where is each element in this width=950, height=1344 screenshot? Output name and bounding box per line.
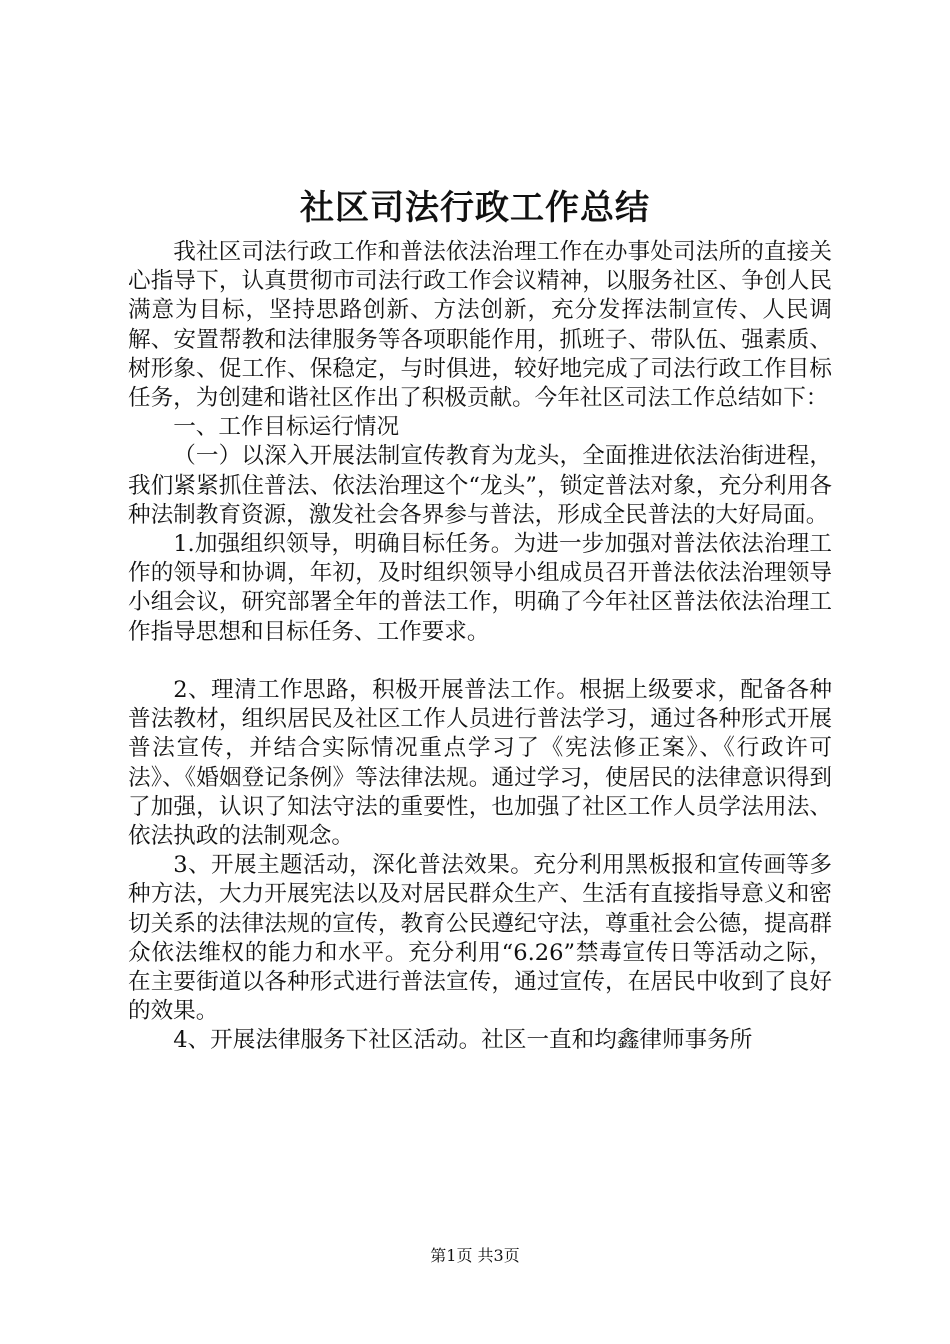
page-footer: 第1页 共3页 — [430, 1246, 520, 1265]
paragraph-item-3: 3、开展主题活动，深化普法效果。充分利用黑板报和宣传画等多种方法，大力开展宪法以及对居民群众生产、生活有直接指导意义和密切关系的法律法规的宣传，教育公民遵纪守法，尊重社会公德，提高群众依法维权的能力和水平。充分利用“6.26”禁毒宣传日等活动之际，在主要街道以各种形式进行普法宣传，通过宣传，在居民中收到了良好的效果。 — [128, 852, 832, 1025]
paragraph-item-1: 1.加强组织领导，明确目标任务。为进一步加强对普法依法治理工作的领导和协调，年初，及时组织领导小组成员召开普法依法治理领导小组会议，研究部署全年的普法工作，明确了今年社区普法依法治理工作指导思想和目标任务、工作要求。 — [128, 531, 832, 645]
paragraph-item-2: 2、理清工作思路，积极开展普法工作。根据上级要求，配备各种普法教材，组织居民及社区工作人员进行普法学习，通过各种形式开展普法宣传，并结合实际情况重点学习了《宪法修正案》、《行政许可法》、《婚姻登记条例》等法律法规。通过学习，使居民的法律意识得到了加强，认识了知法守法的重要性，也加强了社区工作人员学法用法、依法执政的法制观念。 — [128, 677, 832, 850]
paragraph-item-4: 4、开展法律服务下社区活动。社区一直和均鑫律师事务所 — [173, 1027, 753, 1054]
section-heading: 一、工作目标运行情况 — [173, 414, 400, 441]
paragraph-intro: 我社区司法行政工作和普法依法治理工作在办事处司法所的直接关心指导下，认真贯彻市司法行政工作会议精神，以服务社区、争创人民满意为目标，坚持思路创新、方法创新，充分发挥法制宣传、人民调解、安置帮教和法律服务等各项职能作用，抓班子、带队伍、强素质、树形象、促工作、保稳定，与时俱进，较好地完成了司法行政工作目标任务，为创建和谐社区作出了积极贡献。今年社区司法工作总结如下： — [128, 239, 832, 412]
paragraph-subsection-1: （一）以深入开展法制宣传教育为龙头，全面推进依法治街进程，我们紧紧抓住普法、依法治理这个“龙头”，锁定普法对象，充分利用各种法制教育资源，激发社会各界参与普法，形成全民普法的大好局面。 — [128, 443, 832, 528]
document-body — [128, 238, 832, 1056]
page-title: 社区司法行政工作总结 — [300, 188, 650, 228]
